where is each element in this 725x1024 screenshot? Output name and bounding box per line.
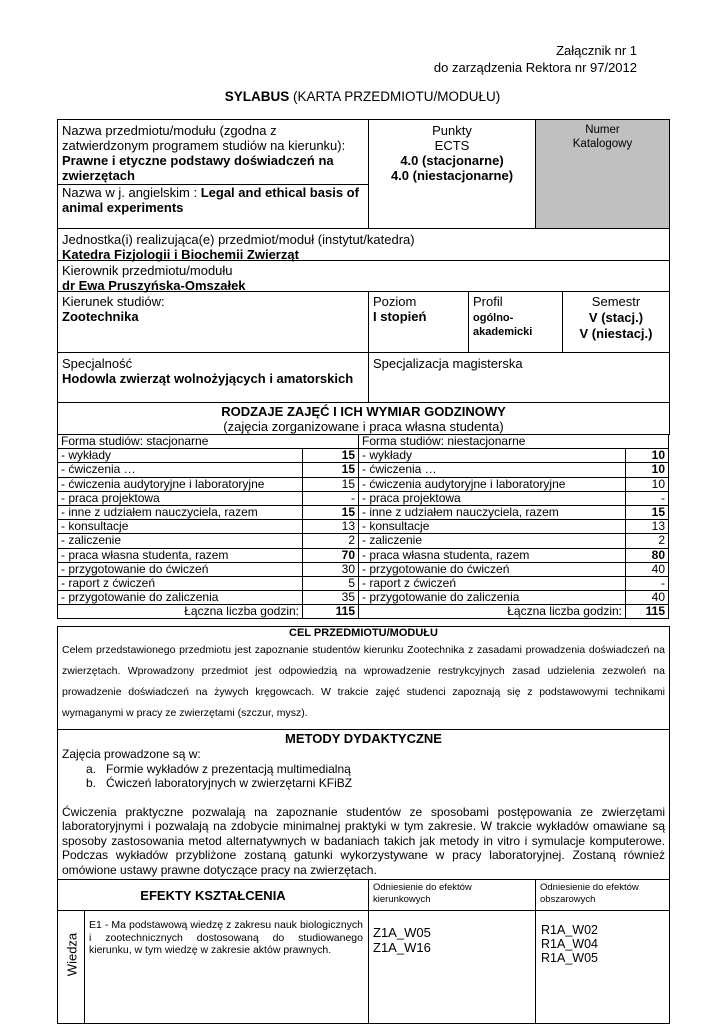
ects-part-time: 4.0 (niestacjonarne) (390, 168, 514, 183)
hours-row: - przygotowanie do ćwiczeń 30 - przygotowanie do ćwiczeń 40 (58, 562, 669, 576)
outcome-e1: E1 - Ma podstawową wiedzę z zakresu nauk biologicznych i zootechnicznych dostosowaną do studiowanego kierunku, w tym wiedzę w zakresie aktów prawnych. (84, 910, 369, 1024)
methods-text: Ćwiczenia praktyczne pozwalają na zapoznanie studentów ze sposobami postępowania ze zwierzętami laboratoryjnymi i pozwalają na zdobycie minimalnej praktyki w tym zakresie. W trakcie wykładów omawiane są sposoby zastosowania metod alternatywnych w badaniach takich jak metody in vitro i symulacje komputerowe. Podczas wykładów przybliżone zostaną gatunki wykorzystywane w pracy laboratoryjnej. Zostaną również omówione ustawy prawne dotyczące pracy na zwierzętach. (62, 804, 665, 877)
specialty-value: Hodowla zwierząt wolnożyjących i amatorskich (62, 371, 354, 386)
hours-row: - konsultacje 13 - konsultacje 13 (58, 520, 669, 534)
hours-row: - raport z ćwiczeń 5 - raport z ćwiczeń - (58, 576, 669, 590)
outcomes-title-cell: EFEKTY KSZTAŁCENIA (57, 879, 369, 911)
outcomes-directional-header: Odniesienie do efektów kierunkowych (368, 879, 536, 911)
page-title: SYLABUS (KARTA PRZEDMIOTU/MODUŁU) (224, 89, 501, 104)
field-value: Zootechnika (62, 309, 139, 324)
ects-cell: Punkty ECTS 4.0 (stacjonarne) 4.0 (niestacjonarne) (368, 119, 536, 229)
hours-table: Forma studiów: stacjonarne Forma studiów: niestacjonarne - wykłady 15 - wykłady 10 - ćwiczenia … 15 - ćwiczenia … 10 - ćwiczenia audytoryjne i laboratoryjne 15 - ćwiczenia audytoryjne i laboratoryjne 10 - praca projektowa - - praca projektowa - - inne z udziałem nauczyciela, razem 15 - inne z udziałem nauczyciela, razem 15 - konsultacje 13 - konsultacje 13 - zaliczenie 2 - zaliczenie 2 - praca własna studenta, razem 70 - praca własna studenta, razem 80 - przygotowanie do ćwiczeń 30 - przygotowanie do ćwiczeń 40 - raport z ćwiczeń 5 - raport z ćwiczeń - - przygotowanie do zaliczenia 35 - przygotowanie do zaliczenia 40 Łączna liczba godzin: 115 Łączna liczba godzin: 115 (57, 434, 669, 619)
goal-text: Celem przedstawionego przedmiotu jest zapoznanie studentów kierunku Zootechnika z zasadami prowadzenia doświadczeń na zwierzętach. Wprowadzony przedmiot jest odpowiedzią na wprowadzenie restrykcyjnych zasad udzielenia zezwoleń na prowadzenie doświadczeń na żywych kręgowcach. W trakcie zajęć studenci zapoznają się z podstawowymi technikami wymaganymi w pracy ze zwierzętami (szczur, mysz). (62, 644, 665, 719)
unit-name: Katedra Fizjologii i Biochemii Zwierząt (62, 247, 299, 262)
outcome-e1-directional: Z1A_W05 Z1A_W16 (368, 910, 536, 1024)
hours-row: - przygotowanie do zaliczenia 35 - przygotowanie do zaliczenia 40 (58, 591, 669, 605)
knowledge-side-label: Wiedza (57, 910, 85, 1024)
unit-cell: Jednostka(i) realizująca(e) przedmiot/moduł (instytut/katedra) Katedra Fizjologii i Biochemii Zwierząt (57, 228, 670, 261)
hours-row: - ćwiczenia audytoryjne i laboratoryjne 15 - ćwiczenia audytoryjne i laboratoryjne 10 (58, 477, 669, 491)
annex-label: Załącznik nr 1 (556, 43, 637, 58)
head-name: dr Ewa Pruszyńska-Omszałek (62, 278, 246, 293)
hours-row: - wykłady 15 - wykłady 10 (58, 449, 669, 463)
subject-name: Prawne i etyczne podstawy doświadczeń na zwierzętach (62, 153, 334, 183)
profile-cell: Profil ogólno- akademicki (468, 291, 563, 353)
hours-row: - praca projektowa - - praca projektowa - (58, 491, 669, 505)
subject-name-en: Legal and ethical basis of animal experiments (62, 185, 359, 215)
head-cell: Kierownik przedmiotu/modułu dr Ewa Pruszyńska-Omszałek (57, 260, 670, 292)
hours-total-row: Łączna liczba godzin: 115 Łączna liczba godzin: 115 (58, 605, 669, 619)
ects-full-time: 4.0 (stacjonarne) (400, 153, 504, 168)
field-cell: Kierunek studiów: Zootechnika (57, 291, 369, 353)
catalog-number-cell: Numer Katalogowy (535, 119, 670, 229)
regulation-label: do zarządzenia Rektora nr 97/2012 (433, 60, 637, 75)
level-cell: Poziom I stopień (368, 291, 469, 353)
outcome-e1-area: R1A_W02 R1A_W04 R1A_W05 (535, 910, 670, 1024)
semester-cell: Semestr V (stacj.) V (niestacj.) (562, 291, 670, 353)
methods-section: METODY DYDAKTYCZNE Zajęcia prowadzone są w: a. Formie wykładów z prezentacją multimedialną b. Ćwiczeń laboratoryjnych w zwierzętarni KFiBZ Ćwiczenia praktyczne pozwalają na zapoznanie studentów ze sposobami postępowania ze zwierzętami laboratoryjnymi i pozwalają na zdobycie minimalnej praktyki w tym zakresie. W trakcie wykładów omawiane są sposoby zastosowania metod alternatywnych w badaniach takich jak metody in vitro i symulacje komputerowe. Podczas wykładów przybliżone zostaną gatunki wykorzystywane w pracy laboratoryjnej. Zostaną również omówione ustawy prawne dotyczące pracy na zwierzętach. (57, 729, 670, 880)
master-specialization-cell: Specjalizacja magisterska (368, 352, 670, 403)
hours-row: - inne z udziałem nauczyciela, razem 15 - inne z udziałem nauczyciela, razem 15 (58, 505, 669, 519)
level-value: I stopień (373, 309, 427, 324)
subject-name-cell: Nazwa przedmiotu/modułu (zgodna z zatwierdzonym programem studiów na kierunku): Prawne i etyczne podstawy doświadczeń na zwierzętach Nazwa w j. angielskim : Legal and ethical basis of animal experiments (57, 119, 369, 229)
specialty-cell: Specjalność Hodowla zwierząt wolnożyjących i amatorskich (57, 352, 369, 403)
hours-row: - praca własna studenta, razem 70 - praca własna studenta, razem 80 (58, 548, 669, 562)
hours-header: RODZAJE ZAJĘĆ I ICH WYMIAR GODZINOWY (zajęcia zorganizowane i praca własna studenta) (57, 402, 670, 435)
goal-section: CEL PRZEDMIOTU/MODUŁU Celem przedstawionego przedmiotu jest zapoznanie studentów kierunku Zootechnika z zasadami prowadzenia doświadczeń na zwierzętach. Wprowadzony przedmiot jest odpowiedzią na wprowadzenie restrykcyjnych zasad udzielenia zezwoleń na prowadzenie doświadczeń na żywych kręgowcach. W trakcie zajęć studenci zapoznają się z podstawowymi technikami wymaganymi w pracy ze zwierzętami (szczur, mysz). (57, 626, 670, 730)
hours-row: - zaliczenie 2 - zaliczenie 2 (58, 534, 669, 548)
document-header (434, 42, 637, 76)
hours-row: - ćwiczenia … 15 - ćwiczenia … 10 (58, 463, 669, 477)
outcomes-area-header: Odniesienie do efektów obszarowych (535, 879, 670, 911)
